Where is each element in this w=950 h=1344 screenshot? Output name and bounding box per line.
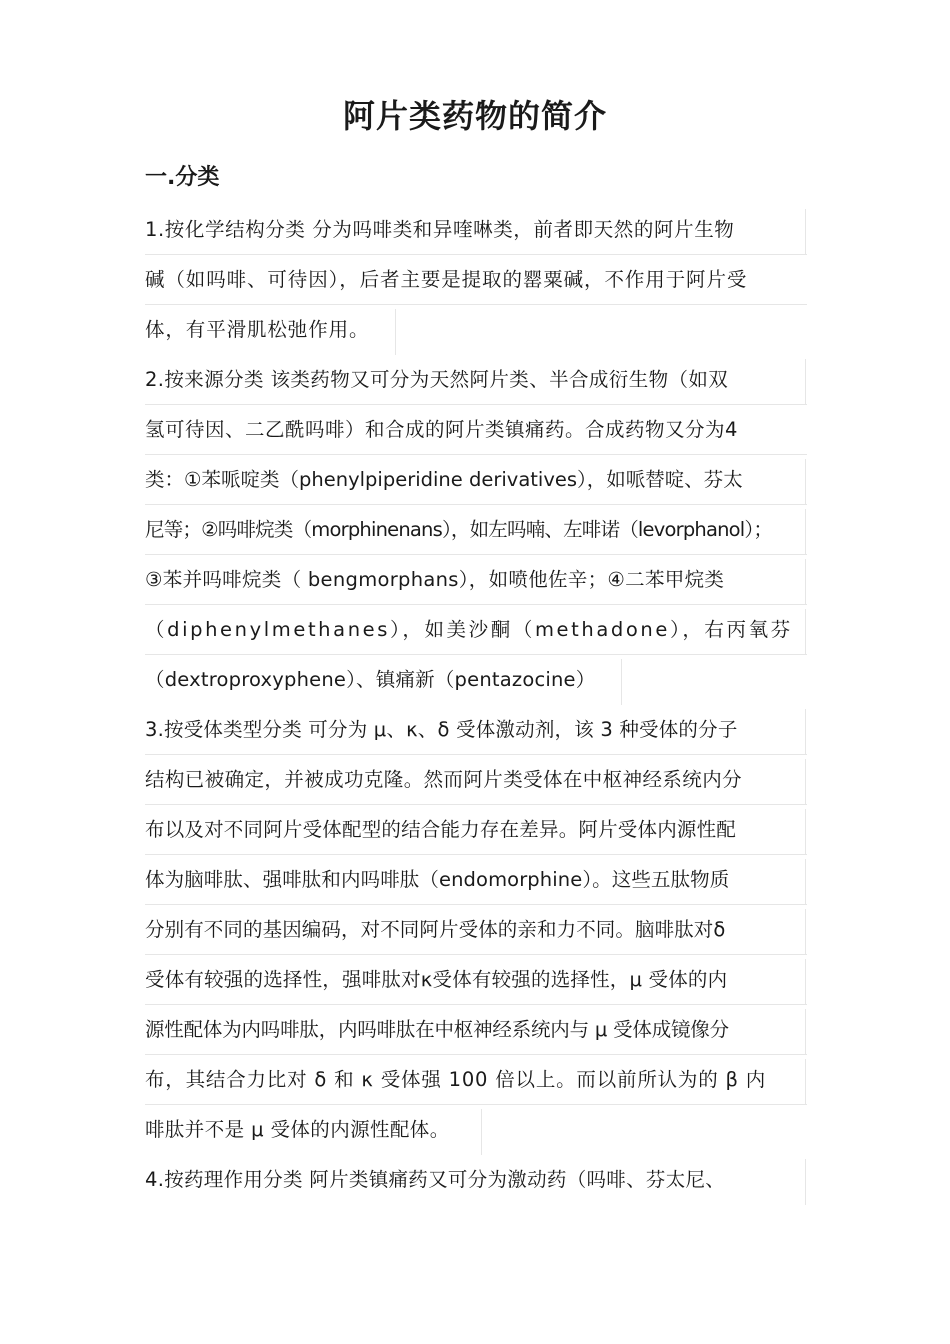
text-line: 布以及对不同阿片受体配型的结合能力存在差异。阿片受体内源性配: [145, 805, 807, 855]
text-line: 碱（如吗啡、可待因），后者主要是提取的罂粟碱，不作用于阿片受: [145, 255, 807, 305]
text-line: 4.按药理作用分类 阿片类镇痛药又可分为激动药（吗啡、芬太尼、: [145, 1155, 807, 1205]
text-line: ③苯并吗啡烷类（ bengmorphans），如喷他佐辛；④二苯甲烷类: [145, 555, 807, 605]
text-line: 氢可待因、二乙酰吗啡）和合成的阿片类镇痛药。合成药物又分为4: [145, 405, 807, 455]
text-line: 源性配体为内吗啡肽，内吗啡肽在中枢神经系统内与 μ 受体成镜像分: [145, 1005, 807, 1055]
text-line: 2.按来源分类 该类药物又可分为天然阿片类、半合成衍生物（如双: [145, 355, 807, 405]
paragraph-classification-receptor: [145, 705, 807, 1155]
text-line: 体，有平滑肌松弛作用。: [145, 305, 807, 355]
paragraph-classification-pharmacology: [145, 1155, 807, 1205]
text-line: 分别有不同的基因编码，对不同阿片受体的亲和力不同。脑啡肽对δ: [145, 905, 807, 955]
text-line: 啡肽并不是 μ 受体的内源性配体。: [145, 1105, 807, 1155]
text-line: 结构已被确定，并被成功克隆。然而阿片类受体在中枢神经系统内分: [145, 755, 807, 805]
paragraph-classification-chemical: [145, 205, 807, 355]
text-line: 1.按化学结构分类 分为吗啡类和异喹啉类，前者即天然的阿片生物: [145, 205, 807, 255]
text-line: 体为脑啡肽、强啡肽和内吗啡肽（endomorphine）。这些五肽物质: [145, 855, 807, 905]
text-line: 3.按受体类型分类 可分为 μ、κ、δ 受体激动剂，该 3 种受体的分子: [145, 705, 807, 755]
text-line: 类：①苯哌啶类（phenylpiperidine derivatives），如哌替啶、芬太: [145, 455, 807, 505]
text-line: 布，其结合力比对 δ 和 κ 受体强 100 倍以上。而以前所认为的 β 内: [145, 1055, 807, 1105]
text-line: （diphenylmethanes），如美沙酮（methadone），右丙氧芬: [145, 605, 807, 655]
section-heading: 一.分类: [145, 165, 220, 190]
text-line: 受体有较强的选择性，强啡肽对κ受体有较强的选择性，μ 受体的内: [145, 955, 807, 1005]
text-line: （dextroproxyphene）、镇痛新（pentazocine）: [145, 655, 807, 705]
text-line: 尼等；②吗啡烷类（morphinenans），如左吗喃、左啡诺（levorphanol）；: [145, 505, 807, 555]
paragraph-classification-source: [145, 355, 807, 705]
page-title: 阿片类药物的简介: [342, 97, 607, 135]
